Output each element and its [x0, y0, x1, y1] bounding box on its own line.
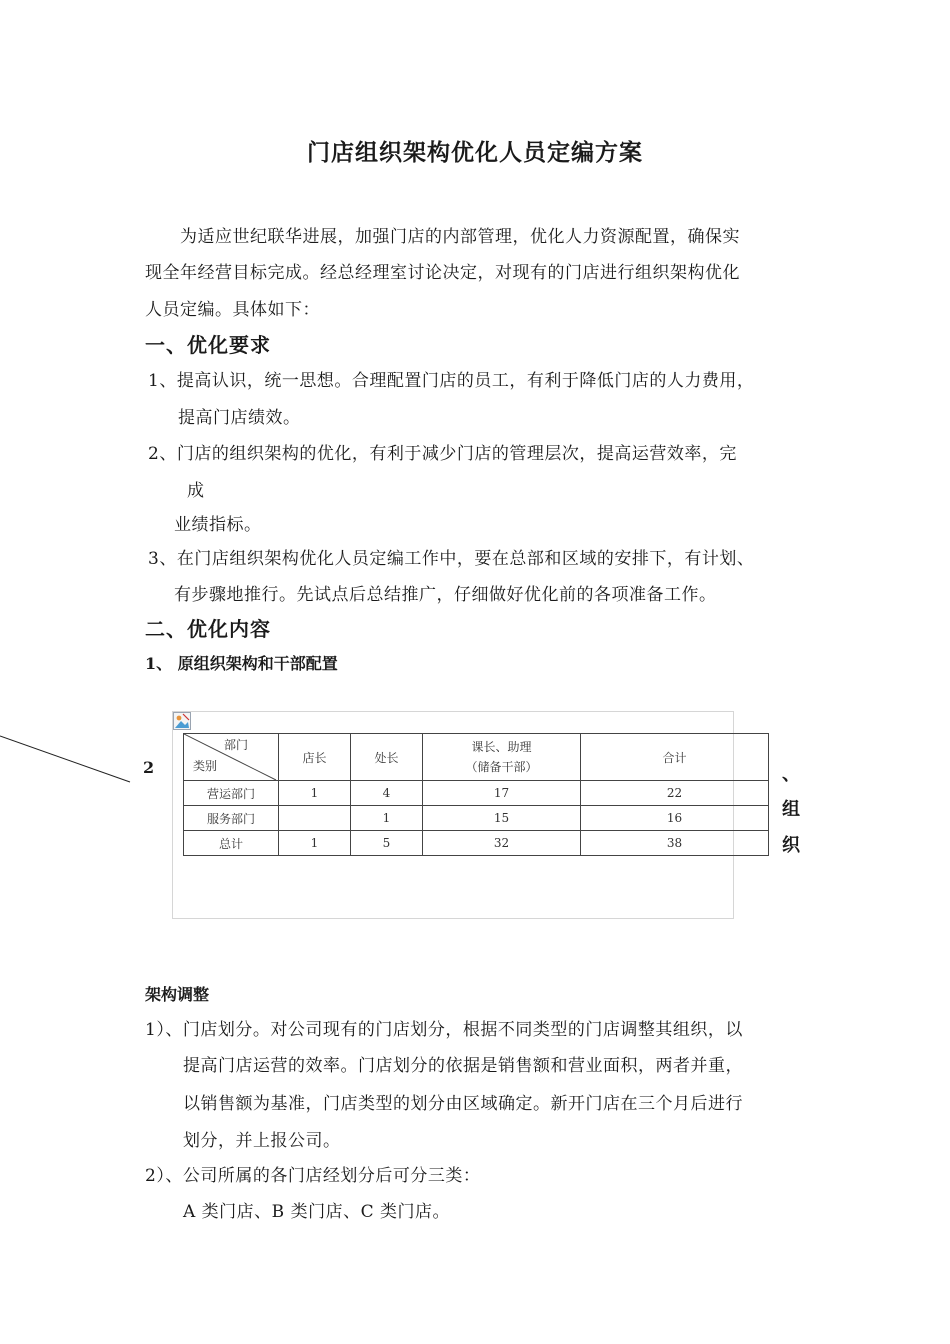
- header-supervisor-label: 课长、助理: [471, 740, 532, 754]
- intro-line-3: 人员定编。具体如下：: [145, 300, 320, 320]
- cell: 15: [423, 806, 581, 831]
- requirement-3-line-1: 3、在门店组织架构优化人员定编工作中，要在总部和区域的安排下，有计划、: [148, 549, 755, 569]
- header-total: 合计: [581, 734, 769, 781]
- header-store-manager: 店长: [279, 734, 351, 781]
- side-char-3: 织: [782, 835, 800, 856]
- table-row: [184, 806, 769, 831]
- cell: 1: [279, 831, 351, 856]
- requirement-2-line-2: 成: [187, 481, 205, 501]
- adjust-2-line-1: 2）、公司所属的各门店经划分后可分三类：: [145, 1166, 481, 1186]
- table-row: [184, 831, 769, 856]
- cell: 38: [581, 831, 769, 856]
- subheading-structure-adjustment: 架构调整: [145, 985, 210, 1004]
- section-heading-content: 二、优化内容: [145, 617, 271, 641]
- side-char-1: 、: [782, 764, 800, 785]
- adjust-1-line-4: 划分，并上报公司。: [183, 1131, 341, 1151]
- requirement-2-line-1: 2、门店的组织架构的优化，有利于减少门店的管理层次，提高运营效率，完: [148, 444, 737, 464]
- side-number: 2: [143, 758, 155, 777]
- corner-label-department: 部门: [224, 738, 249, 752]
- cell: 32: [423, 831, 581, 856]
- adjust-2-line-2: A 类门店、B 类门店、C 类门店。: [183, 1202, 450, 1222]
- adjust-1-line-1: 1）、门店划分。对公司现有的门店划分，根据不同类型的门店调整其组织，以: [145, 1020, 743, 1040]
- row-label: 总计: [184, 831, 279, 856]
- requirement-2-line-3: 业绩指标。: [174, 515, 262, 535]
- cell: 5: [351, 831, 423, 856]
- cell: 16: [581, 806, 769, 831]
- adjust-1-line-2: 提高门店运营的效率。门店划分的依据是销售额和营业面积，两者并重，: [183, 1056, 743, 1076]
- cell: 22: [581, 781, 769, 806]
- header-section-chief: 处长: [351, 734, 423, 781]
- side-char-2: 组: [782, 799, 800, 820]
- header-supervisor-assistant: [423, 734, 581, 781]
- table-row: [184, 781, 769, 806]
- org-staffing-table: [183, 733, 769, 856]
- corner-label-category: 类别: [193, 759, 218, 773]
- cell: 1: [279, 781, 351, 806]
- cell: 4: [351, 781, 423, 806]
- stray-line: [0, 730, 135, 790]
- section-heading-requirements: 一、优化要求: [145, 333, 271, 357]
- requirement-1-line-2: 提高门店绩效。: [178, 408, 301, 428]
- row-label: 营运部门: [184, 781, 279, 806]
- table-corner-cell: [184, 734, 279, 781]
- adjust-1-line-3: 以销售额为基准，门店类型的划分由区域确定。新开门店在三个月后进行: [183, 1094, 743, 1114]
- intro-line-2: 现全年经营目标完成。经总经理室讨论决定，对现有的门店进行组织架构优化: [145, 263, 740, 283]
- subheading-original-structure: 1、 原组织架构和干部配置: [145, 654, 338, 673]
- cell: [279, 806, 351, 831]
- row-label: 服务部门: [184, 806, 279, 831]
- cell: 17: [423, 781, 581, 806]
- cell: 1: [351, 806, 423, 831]
- broken-image-icon: [173, 712, 191, 730]
- intro-line-1: 为适应世纪联华进展，加强门店的内部管理，优化人力资源配置，确保实: [180, 227, 740, 247]
- requirement-3-line-2: 有步骤地推行。先试点后总结推广，仔细做好优化前的各项准备工作。: [174, 585, 717, 605]
- document-title: 门店组织架构优化人员定编方案: [307, 139, 643, 166]
- requirement-1-line-1: 1、提高认识，统一思想。合理配置门店的员工，有利于降低门店的人力费用，: [148, 371, 755, 391]
- header-reserve-label: （储备干部）: [465, 760, 538, 774]
